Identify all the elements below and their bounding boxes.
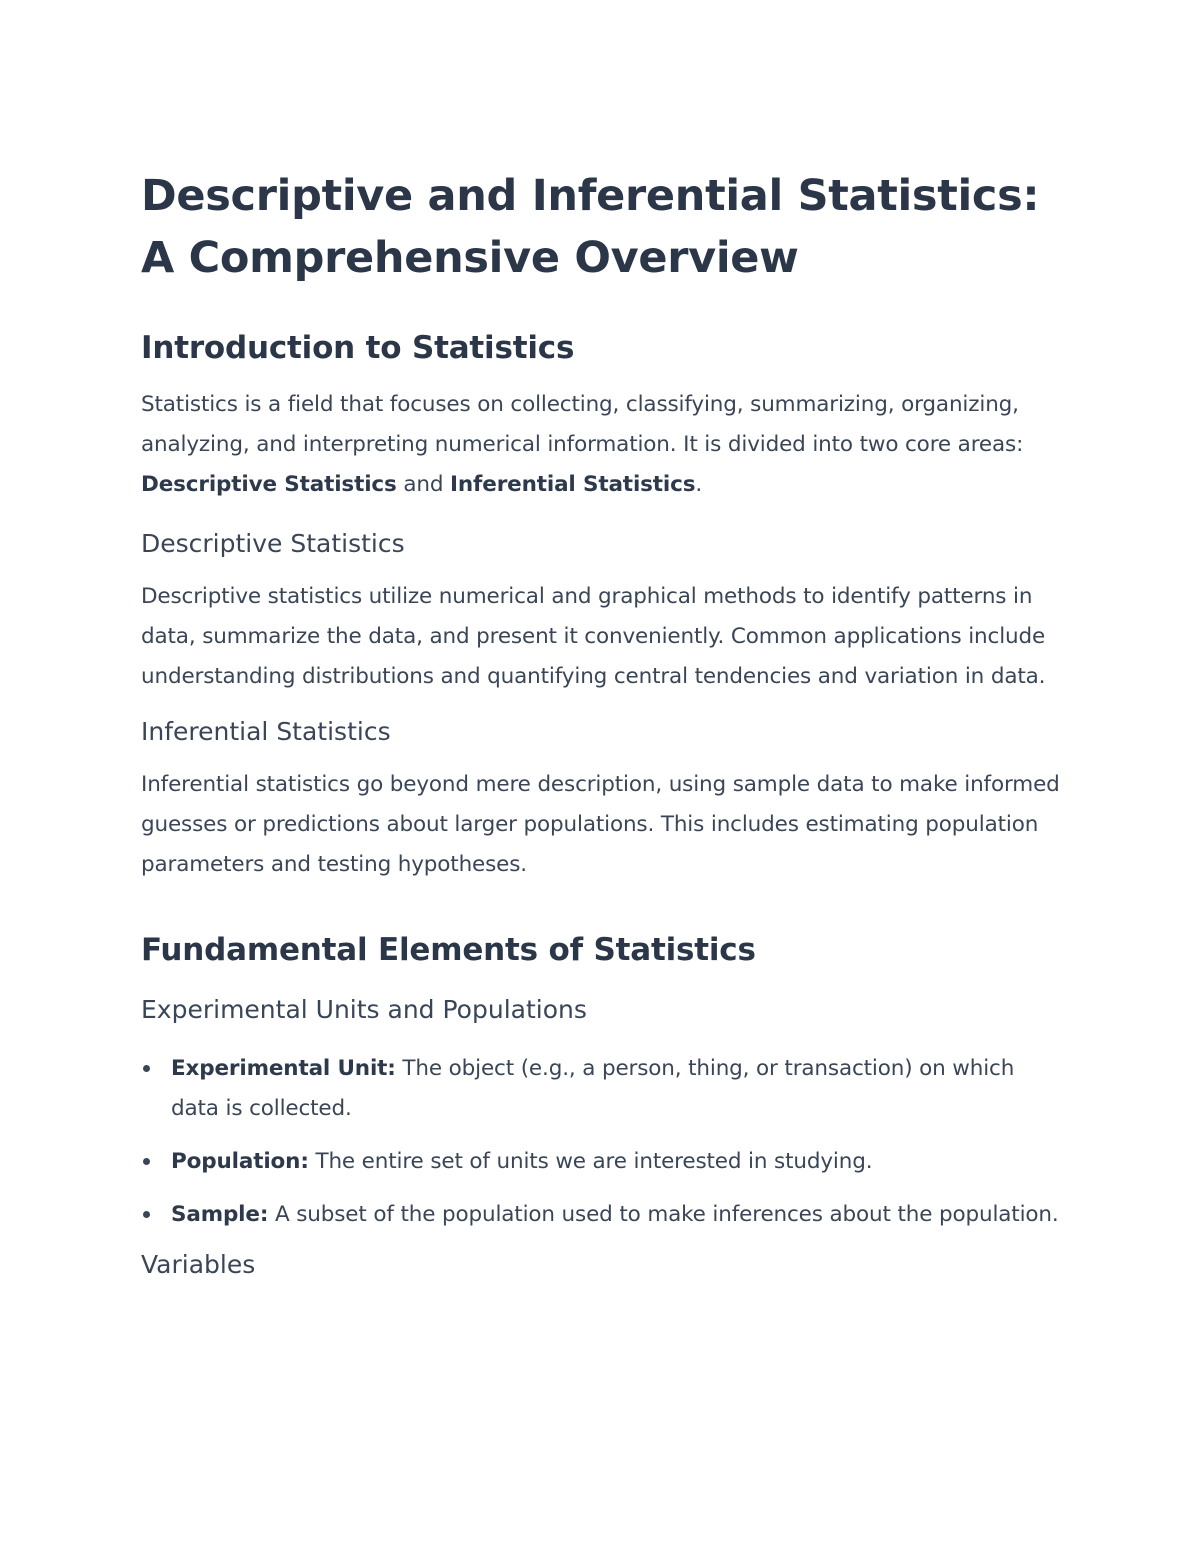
section-heading-introduction: Introduction to Statistics xyxy=(141,330,575,366)
inferential-statistics-term: Inferential Statistics xyxy=(450,472,696,497)
bullet-icon xyxy=(143,1211,150,1218)
subsection-heading-experimental-units: Experimental Units and Populations xyxy=(141,995,587,1024)
inferential-paragraph: Inferential statistics go beyond mere description, using sample data to make informed guesses or predictions about larger populations. This includes estimating population parameters and testing hypotheses. xyxy=(141,772,1060,877)
list-item-term: Population: xyxy=(171,1149,309,1174)
section-heading-fundamental-elements: Fundamental Elements of Statistics xyxy=(141,932,756,968)
list-item-text: The object (e.g., a person, thing, or transaction) on which data is collected. xyxy=(171,1056,1015,1121)
definitions-list xyxy=(141,1049,1061,1235)
descriptive-statistics-term: Descriptive Statistics xyxy=(141,472,397,497)
document-page xyxy=(141,165,1061,1282)
list-item xyxy=(141,1049,1061,1129)
list-item xyxy=(141,1142,1061,1182)
intro-connector: and xyxy=(396,472,451,497)
list-item-term: Sample: xyxy=(171,1202,269,1227)
list-item-text: A subset of the population used to make inferences about the population. xyxy=(268,1202,1059,1227)
intro-end: . xyxy=(695,472,703,497)
bullet-icon xyxy=(143,1065,150,1072)
list-item-text: The entire set of units we are interested in studying. xyxy=(308,1149,873,1174)
subsection-heading-variables: Variables xyxy=(141,1250,256,1279)
subsection-heading-descriptive: Descriptive Statistics xyxy=(141,529,405,558)
subsection-heading-inferential: Inferential Statistics xyxy=(141,717,391,746)
document-title: Descriptive and Inferential Statistics: A Comprehensive Overview xyxy=(141,171,1040,283)
bullet-icon xyxy=(143,1158,150,1165)
introduction-paragraph xyxy=(141,385,1061,505)
list-item-term: Experimental Unit: xyxy=(171,1056,396,1081)
list-item xyxy=(141,1195,1061,1235)
descriptive-paragraph: Descriptive statistics utilize numerical and graphical methods to identify patterns in data, summarize the data, and present it conveniently. Common applications include understanding distributions and quantifying central tendencies and variation in data. xyxy=(141,584,1046,689)
intro-text: Statistics is a field that focuses on collecting, classifying, summarizing, organizing, analyzing, and interpreting numerical information. It is divided into two core areas: xyxy=(141,392,1024,457)
